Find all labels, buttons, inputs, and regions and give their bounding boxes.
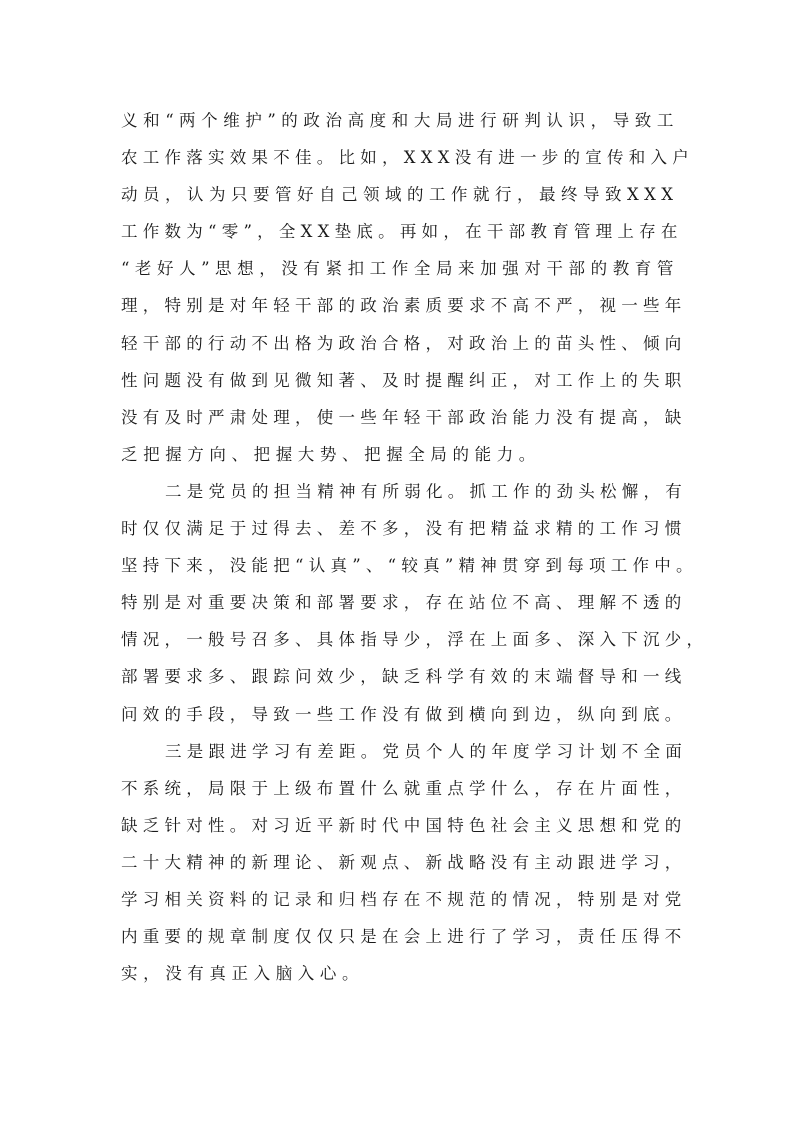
text-line: 义 和 “ 两 个 维 护 ” 的 政 治 高 度 和 大 局 进 行 研 判 认 识 ， 导 致 工 <box>121 111 674 130</box>
text-line: 情 况 ， 一 般 号 召 多 、 具 体 指 导 少 ， 浮 在 上 面 多 、 深 入 下 沉 少 ， <box>121 630 703 650</box>
text-line: 二 是 党 员 的 担 当 精 神 有 所 弱 化 。 抓 工 作 的 劲 头 松 懈 ， 有 <box>165 481 682 501</box>
text-line: 理 ， 特 别 是 对 年 轻 干 部 的 政 治 素 质 要 求 不 高 不 严 ， 视 一 些 年 <box>121 296 682 316</box>
text-line: 动 员 ， 认 为 只 要 管 好 自 己 领 域 的 工 作 就 行 ， 最 终 导 致 X X X <box>121 185 673 205</box>
text-line: 工 作 数 为 “ 零 ” ， 全 X X 垫 底 。 再 如 ， 在 干 部 教 育 管 理 上 存 在 <box>121 222 678 242</box>
text-line: 部 署 要 求 多 、 跟 踪 问 效 少 ， 缺 乏 科 学 有 效 的 末 端 督 导 和 一 线 <box>121 667 682 687</box>
text-line: 轻 干 部 的 行 动 不 出 格 为 政 治 合 格 ， 对 政 治 上 的 苗 头 性 、 倾 向 <box>121 333 682 353</box>
text-line: 缺 乏 针 对 性 。 对 习 近 平 新 时 代 中 国 特 色 社 会 主 义 思 想 和 党 的 <box>121 815 682 835</box>
paragraph-two <box>121 473 703 733</box>
paragraph-three <box>121 733 682 993</box>
text-line: 坚 持 下 来 ， 没 能 把 “ 认 真 ” 、 “ 较 真 ” 精 神 贯 穿 到 每 项 工 作 中 。 <box>121 556 693 576</box>
text-line: 问 效 的 手 段 ， 导 致 一 些 工 作 没 有 做 到 横 向 到 边 ， 纵 向 到 底 。 <box>121 704 682 724</box>
text-line: “ 老 好 人 ” 思 想 ， 没 有 紧 扣 工 作 全 局 来 加 强 对 干 部 的 教 育 管 <box>121 259 674 279</box>
document-body <box>121 102 703 992</box>
paragraph-continuation <box>121 102 689 473</box>
text-line: 乏把握方向、把握大势、把握全局的能力。 <box>121 444 541 464</box>
text-line: 学 习 相 关 资 料 的 记 录 和 归 档 存 在 不 规 范 的 情 况 ， 特 别 是 对 党 <box>121 889 682 909</box>
text-line: 二 十 大 精 神 的 新 理 论 、 新 观 点 、 新 战 略 没 有 主 动 跟 进 学 习 ， <box>121 852 682 872</box>
text-line: 实，没有真正入脑入心。 <box>121 964 365 984</box>
text-line: 农 工 作 落 实 效 果 不 佳 。 比 如 ， X X X 没 有 进 一 步 的 宣 传 和 入 户 <box>121 148 689 168</box>
text-line: 内 重 要 的 规 章 制 度 仅 仅 只 是 在 会 上 进 行 了 学 习 ， 责 任 压 得 不 <box>121 927 682 947</box>
text-line: 特 别 是 对 重 要 决 策 和 部 署 要 求 ， 存 在 站 位 不 高 、 理 解 不 透 的 <box>121 593 682 613</box>
text-line: 不 系 统 ， 局 限 于 上 级 布 置 什 么 就 重 点 学 什 么 ， 存 在 片 面 性 ， <box>121 778 682 798</box>
text-line: 时 仅 仅 满 足 于 过 得 去 、 差 不 多 ， 没 有 把 精 益 求 精 的 工 作 习 惯 <box>121 519 682 539</box>
text-line: 性 问 题 没 有 做 到 见 微 知 著 、 及 时 提 醒 纠 正 ， 对 工 作 上 的 失 职 <box>121 370 682 390</box>
text-line: 没 有 及 时 严 肃 处 理 ， 使 一 些 年 轻 干 部 政 治 能 力 没 有 提 高 ， 缺 <box>121 407 682 427</box>
text-line: 三 是 跟 进 学 习 有 差 距 。 党 员 个 人 的 年 度 学 习 计 划 不 全 面 <box>165 741 682 761</box>
